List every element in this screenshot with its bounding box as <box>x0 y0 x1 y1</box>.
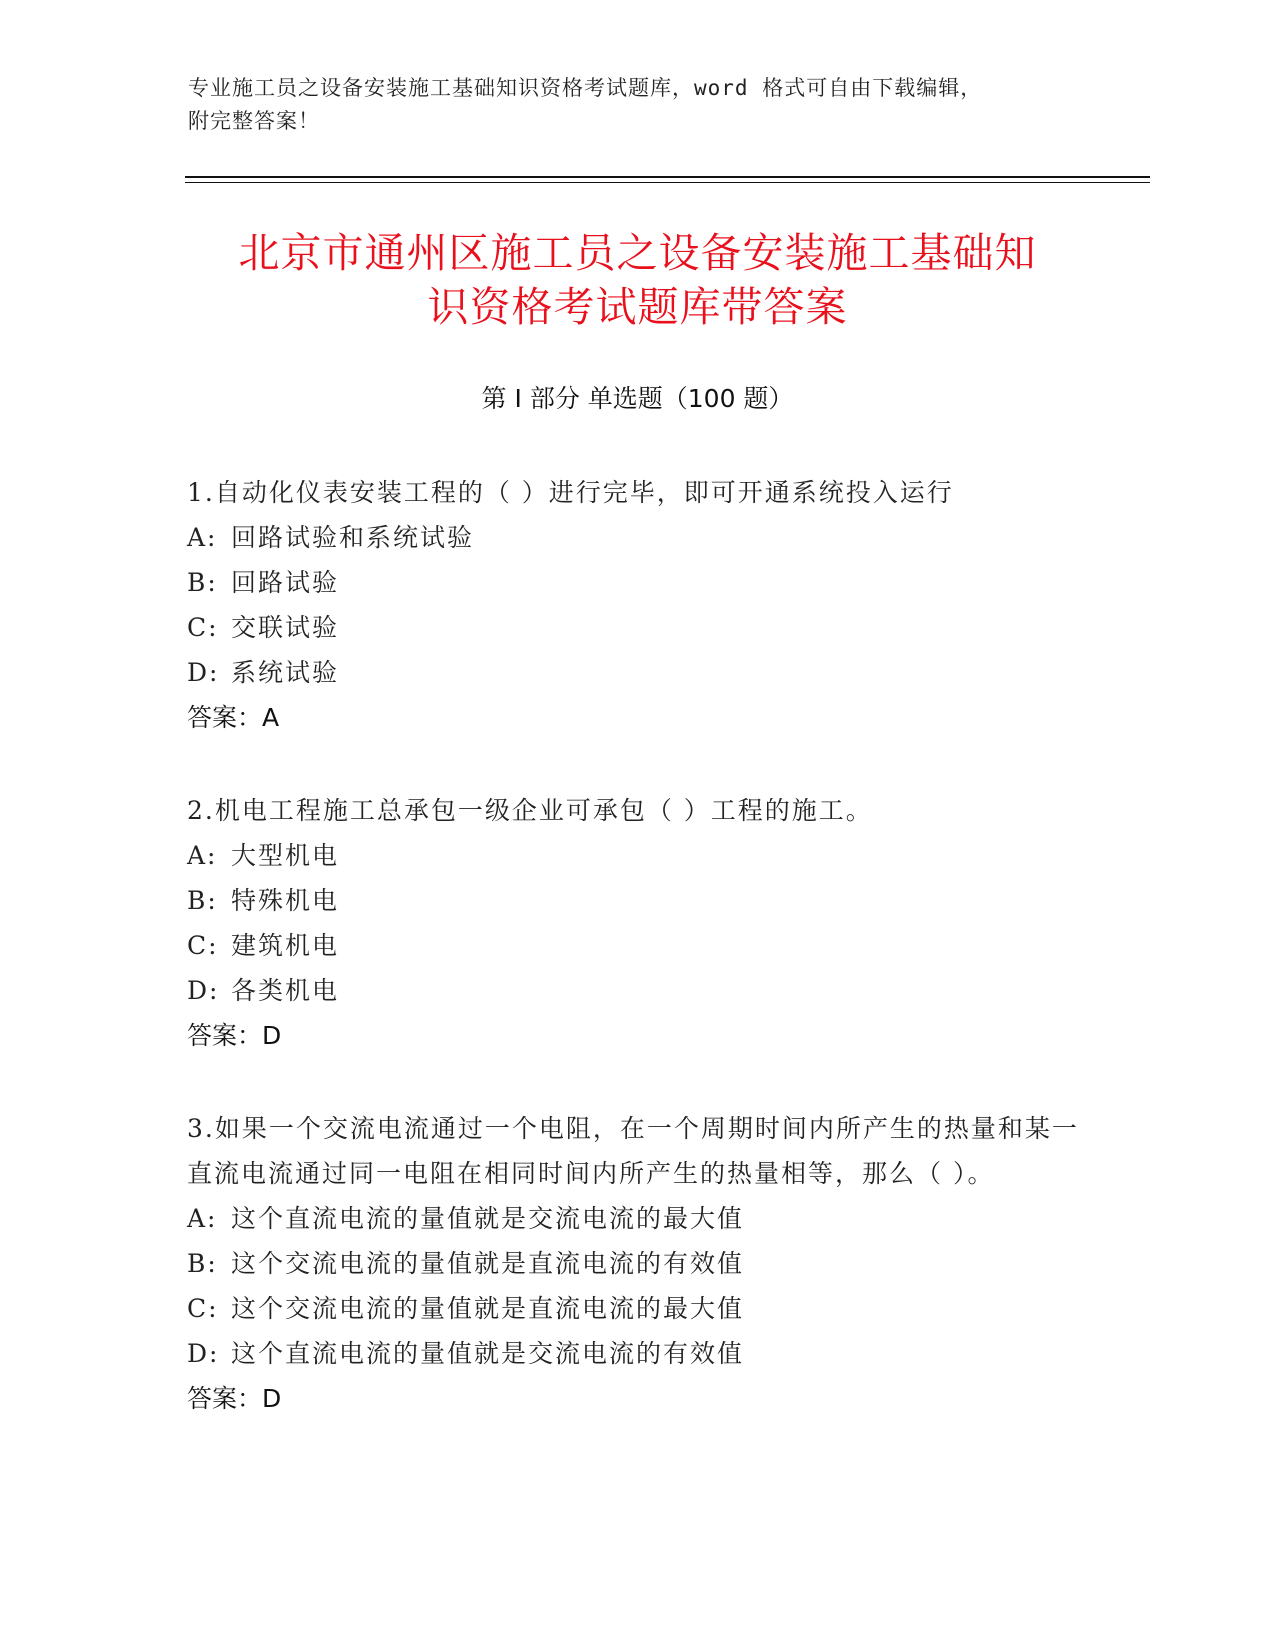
option-letter: D: <box>187 1339 220 1368</box>
option-text: 这个交流电流的量值就是直流电流的有效值 <box>231 1249 745 1278</box>
document-title <box>185 226 1090 334</box>
option-text: 各类机电 <box>231 976 340 1005</box>
option-text: 这个交流电流的量值就是直流电流的最大值 <box>231 1294 745 1323</box>
option-text: 这个直流电流的量值就是交流电流的最大值 <box>231 1204 745 1233</box>
question-2 <box>187 788 1087 1058</box>
option-text: 建筑机电 <box>231 931 340 960</box>
option-d <box>187 1331 1087 1376</box>
question-stem: 3.如果一个交流电流通过一个电阻，在一个周期时间内所产生的热量和某一直流电流通过同一电阻在相同时间内所产生的热量相等，那么（ ）。 <box>187 1114 1079 1188</box>
option-letter: C: <box>187 613 219 642</box>
option-text: 交联试验 <box>231 613 340 642</box>
option-letter: C: <box>187 931 219 960</box>
option-text: 特殊机电 <box>231 886 340 915</box>
header-note-line-2: 附完整答案！ <box>188 109 320 133</box>
option-letter: B: <box>187 568 218 597</box>
option-c <box>187 605 1087 650</box>
question-3 <box>187 1106 1087 1421</box>
question-stem: 2.机电工程施工总承包一级企业可承包（ ）工程的施工。 <box>187 796 873 825</box>
option-text: 系统试验 <box>231 658 340 687</box>
answer-line: 答案：D <box>187 1021 282 1050</box>
option-letter: D: <box>187 976 220 1005</box>
option-d <box>187 968 1087 1013</box>
option-b <box>187 560 1087 605</box>
document-title-line-2: 识资格考试题库带答案 <box>427 283 848 331</box>
question-stem: 1.自动化仪表安装工程的（ ）进行完毕，即可开通系统投入运行 <box>187 478 954 507</box>
header-rule-thick <box>185 176 1150 178</box>
header-note <box>188 72 1088 138</box>
answer-line: 答案：D <box>187 1384 282 1413</box>
option-text: 回路试验 <box>231 568 340 597</box>
document-title-line-1: 北京市通州区施工员之设备安装施工基础知 <box>238 229 1037 277</box>
option-letter: A: <box>187 523 218 552</box>
option-letter: B: <box>187 886 218 915</box>
option-c <box>187 923 1087 968</box>
answer-line: 答案：A <box>187 703 280 732</box>
option-d <box>187 650 1087 695</box>
option-a <box>187 515 1087 560</box>
option-text: 这个直流电流的量值就是交流电流的有效值 <box>231 1339 745 1368</box>
option-b <box>187 1241 1087 1286</box>
header-note-line-1: 专业施工员之设备安装施工基础知识资格考试题库，word 格式可自由下载编辑， <box>188 76 983 100</box>
question-list <box>187 470 1087 1469</box>
option-text: 回路试验和系统试验 <box>231 523 475 552</box>
section-title: 第 I 部分 单选题（100 题） <box>481 384 794 413</box>
option-a <box>187 1196 1087 1241</box>
option-b <box>187 878 1087 923</box>
option-a <box>187 833 1087 878</box>
option-letter: C: <box>187 1294 219 1323</box>
option-c <box>187 1286 1087 1331</box>
option-text: 大型机电 <box>231 841 340 870</box>
option-letter: B: <box>187 1249 218 1278</box>
option-letter: A: <box>187 1204 218 1233</box>
question-1 <box>187 470 1087 740</box>
header-rule-thin <box>185 182 1150 183</box>
option-letter: D: <box>187 658 220 687</box>
option-letter: A: <box>187 841 218 870</box>
